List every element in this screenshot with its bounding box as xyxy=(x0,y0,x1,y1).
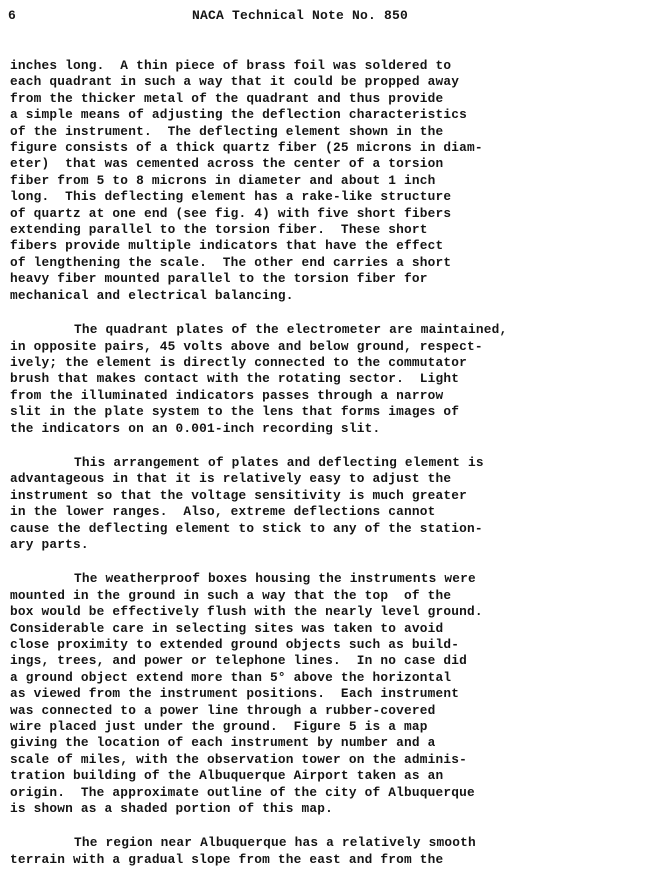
text-line: cause the deflecting element to stick to any of the station- xyxy=(10,520,483,536)
text-line: The quadrant plates of the electrometer are maintained, xyxy=(74,322,508,338)
text-line: a simple means of adjusting the deflection characteristics xyxy=(10,107,468,123)
text-line: long. This deflecting element has a rake-like structure xyxy=(10,189,452,205)
text-line: ings, trees, and power or telephone lines. In no case did xyxy=(10,653,468,669)
text-line: instrument so that the voltage sensitivity is much greater xyxy=(10,487,468,503)
text-line: fibers provide multiple indicators that have the effect xyxy=(10,238,444,254)
text-line: a ground object extend more than 5° above the horizontal xyxy=(10,669,452,685)
text-line: Considerable care in selecting sites was taken to avoid xyxy=(10,620,444,636)
text-line: from the thicker metal of the quadrant and thus provide xyxy=(10,90,444,106)
text-line: in opposite pairs, 45 volts above and below ground, respect- xyxy=(10,338,483,354)
text-line: fiber from 5 to 8 microns in diameter and about 1 inch xyxy=(10,172,436,188)
text-line: slit in the plate system to the lens that forms images of xyxy=(10,404,460,420)
text-line: extending parallel to the torsion fiber. These short xyxy=(10,222,428,238)
text-line: inches long. A thin piece of brass foil was soldered to xyxy=(10,58,452,73)
text-line: ary parts. xyxy=(10,536,89,552)
text-line: close proximity to extended ground objects such as build- xyxy=(10,637,460,652)
text-line: box would be effectively flush with the nearly level ground. xyxy=(10,604,483,620)
text-line: mechanical and electrical balancing. xyxy=(10,287,294,303)
text-line: giving the location of each instrument by number and a xyxy=(10,735,436,751)
text-line: of the instrument. The deflecting element shown in the xyxy=(10,123,444,139)
text-line: from the illuminated indicators passes through a narrow xyxy=(10,387,444,403)
paragraph xyxy=(10,835,646,868)
text-line: eter) that was cemented across the center of a torsion xyxy=(10,156,444,172)
text-line: in the lower ranges. Also, extreme deflections cannot xyxy=(10,504,436,520)
text-line: brush that makes contact with the rotating sector. Light xyxy=(10,371,460,387)
text-line: The weatherproof boxes housing the instruments were xyxy=(74,571,476,587)
text-line: was connected to a power line through a rubber-covered xyxy=(10,702,436,718)
text-line: tration building of the Albuquerque Airport taken as an xyxy=(10,768,444,784)
text-line: figure consists of a thick quartz fiber (25 microns in diam- xyxy=(10,140,483,156)
text-line: ively; the element is directly connected to the commutator xyxy=(10,354,468,370)
text-line: as viewed from the instrument positions. Each instrument xyxy=(10,686,460,702)
paragraph xyxy=(10,455,646,553)
text-line: advantageous in that it is relatively easy to adjust the xyxy=(10,471,452,487)
text-line: The region near Albuquerque has a relatively smooth xyxy=(74,835,476,851)
paragraph xyxy=(10,58,646,304)
text-line: is shown as a shaded portion of this map. xyxy=(10,801,334,817)
text-line: wire placed just under the ground. Figure 5 is a map xyxy=(10,719,428,735)
text-line: the indicators on an 0.001-inch recording slit. xyxy=(10,420,381,436)
text-line: of lengthening the scale. The other end carries a short xyxy=(10,254,452,270)
text-line: origin. The approximate outline of the city of Albuquerque xyxy=(10,784,475,800)
text-line: of quartz at one end (see fig. 4) with five short fibers xyxy=(10,205,452,221)
text-line: This arrangement of plates and deflecting element is xyxy=(74,454,484,470)
text-line: each quadrant in such a way that it could be propped away xyxy=(10,74,460,90)
text-line: scale of miles, with the observation tower on the adminis- xyxy=(10,751,468,767)
body-text xyxy=(10,58,646,886)
text-line: terrain with a gradual slope from the east and from the xyxy=(10,851,444,867)
paragraph xyxy=(10,571,646,817)
text-line: mounted in the ground in such a way that the top of the xyxy=(10,587,452,603)
running-header: NACA Technical Note No. 850 xyxy=(192,8,409,23)
paragraph xyxy=(10,322,646,437)
page-number: 6 xyxy=(8,8,16,23)
text-line: heavy fiber mounted parallel to the torsion fiber for xyxy=(10,271,428,287)
